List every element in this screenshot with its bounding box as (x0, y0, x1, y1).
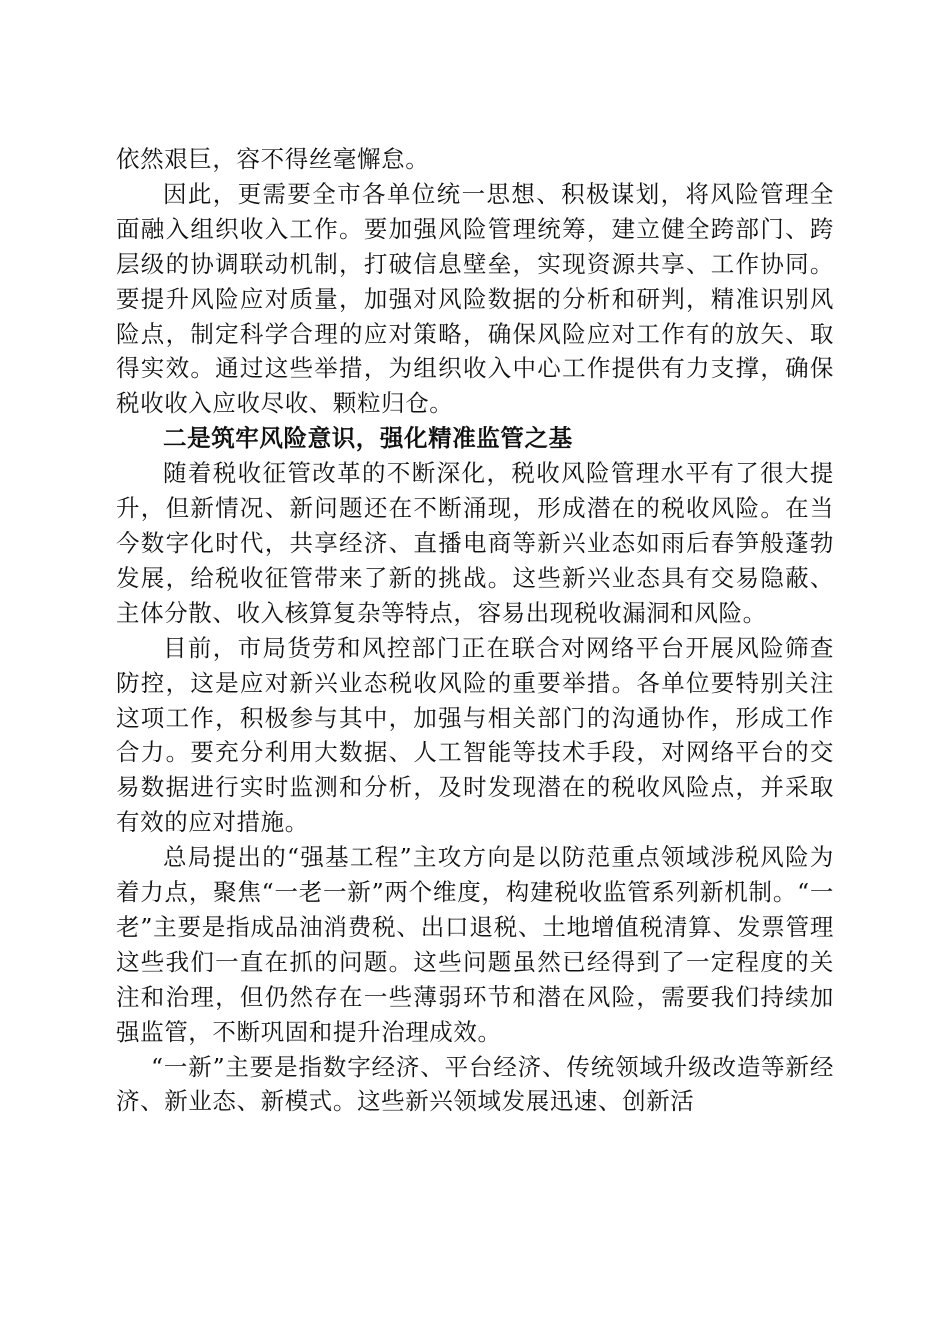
paragraph-tax-reform: 随着税收征管改革的不断深化，税收风险管理水平有了很大提升，但新情况、新问题还在不断涌现，形成潜在的税收风险。在当今数字化时代，共享经济、直播电商等新兴业态如雨后春笋般蓬勃发展，给税收征管带来了新的挑战。这些新兴业态具有交易隐蔽、主体分散、收入核算复杂等特点，容易出现税收漏洞和风险。 (116, 459, 834, 627)
paragraph-new-economy: “一新”主要是指数字经济、平台经济、传统领域升级改造等新经济、新业态、新模式。这些新兴领域发展迅速、创新活 (116, 1052, 834, 1116)
paragraph-platform-screening: 目前，市局货劳和风控部门正在联合对网络平台开展风险筛查防控，这是应对新兴业态税收风险的重要举措。各单位要特别关注这项工作，积极参与其中，加强与相关部门的沟通协作，形成工作合力。要充分利用大数据、人工智能等技术手段，对网络平台的交易数据进行实时监测和分析，及时发现潜在的税收风险点，并采取有效的应对措施。 (116, 633, 834, 837)
paragraph-risk-management: 因此，更需要全市各单位统一思想、积极谋划，将风险管理全面融入组织收入工作。要加强风险管理统筹，建立健全跨部门、跨层级的协调联动机制，打破信息壁垒，实现资源共享、工作协同。要提升风险应对质量，加强对风险数据的分析和研判，精准识别风险点，制定科学合理的应对策略，确保风险应对工作有的放矢、取得实效。通过这些举措，为组织收入中心工作提供有力支撑，确保税收收入应收尽收、颗粒归仓。 (116, 179, 834, 418)
document-body (116, 142, 834, 1119)
paragraph-continuation: 依然艰巨，容不得丝毫懈怠。 (116, 145, 430, 173)
paragraph-strengthen-foundation: 总局提出的“强基工程”主攻方向是以防范重点领域涉税风险为着力点，聚焦“一老一新”两个维度，构建税收监管系列新机制。“一老”主要是指成品油消费税、出口退税、土地增值税清算、发票管理这些我们一直在抓的问题。这些问题虽然已经得到了一定程度的关注和治理，但仍然存在一些薄弱环节和潜在风险，需要我们持续加强监管，不断巩固和提升治理成效。 (116, 843, 834, 1046)
section-heading: 二是筑牢风险意识，强化精准监管之基 (163, 424, 573, 453)
